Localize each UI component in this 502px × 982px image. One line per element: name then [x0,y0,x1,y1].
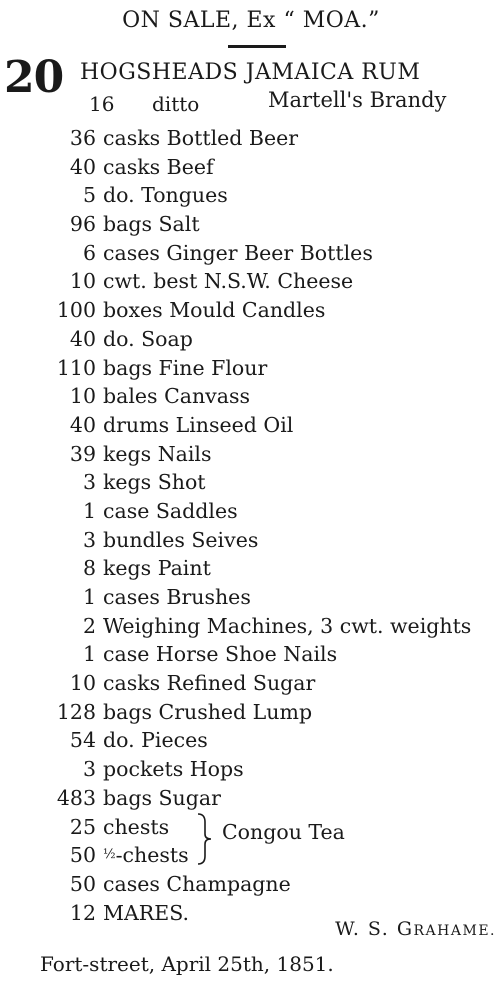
item-qty: 12 [69,900,96,925]
item-qty: 40 [69,326,96,351]
sale-heading: ON SALE, Ex “ MOA.” [122,8,380,33]
tea-line-half-chests [0,841,502,870]
list-item [0,296,502,325]
item-desc: cwt. best N.S.W. Cheese [103,269,354,294]
heading-rule [228,45,286,48]
ditto-item-qty: 16 [89,92,115,116]
item-qty: 1 [82,498,96,523]
half-fraction: ½ [103,847,116,863]
tea-desc-half-chests [103,841,189,870]
dateline: Fort-street, April 25th, 1851. [40,952,334,976]
tea-label: Congou Tea [222,820,345,844]
item-qty: 40 [69,412,96,437]
item-qty: 10 [69,269,96,294]
item-desc: case Horse Shoe Nails [103,642,338,667]
item-qty: 1 [82,642,96,667]
item-qty: 110 [56,355,96,380]
item-desc: boxes Mould Candles [103,298,326,323]
list-item [0,497,502,526]
item-desc: drums Linseed Oil [103,412,294,437]
item-qty: 10 [69,671,96,696]
item-desc: kegs Nails [103,441,212,466]
item-qty: 2 [82,613,96,638]
item-qty: 5 [82,183,96,208]
item-desc: casks Bottled Beer [103,126,299,150]
tea-qty-half-chests: 50 [69,843,96,868]
item-qty: 483 [56,785,96,810]
list-item [0,382,502,411]
half-chests-word: -chests [115,843,189,868]
merchant-signature [335,918,496,940]
item-desc: cases Champagne [103,871,291,896]
tea-desc-chests: chests [103,814,170,839]
item-desc: casks Beef [103,154,214,179]
list-item [0,669,502,698]
item-desc: do. Tongues [103,183,228,208]
item-qty: 128 [56,699,96,724]
item-qty: 6 [82,240,96,265]
list-item [0,210,502,239]
item-desc: bags Crushed Lump [103,699,313,724]
item-qty: 3 [82,470,96,495]
item-desc: MARES. [103,900,190,925]
list-item [0,784,502,813]
item-qty: 10 [69,384,96,409]
item-desc: do. Soap [103,326,193,351]
item-desc: case Saddles [103,498,238,523]
item-qty: 96 [69,212,96,237]
item-qty: 39 [69,441,96,466]
item-desc: cases Brushes [103,585,251,609]
item-desc: do. Pieces [103,728,208,753]
list-item [0,124,502,153]
item-desc: bags Salt [103,212,200,237]
ditto-item-desc: Martell's Brandy [268,88,447,112]
list-item [0,870,502,899]
list-item [0,267,502,296]
list-item [0,153,502,182]
list-item [0,239,502,268]
list-item [0,640,502,669]
item-desc: pockets Hops [103,757,244,782]
item-qty: 50 [69,871,96,896]
signature-initials: W. S. G [335,918,414,940]
list-item [0,354,502,383]
ditto-item-word: ditto [152,92,200,116]
item-qty: 40 [69,154,96,179]
item-desc: kegs Shot [103,470,206,495]
item-desc: bags Sugar [103,785,221,810]
item-qty: 3 [82,757,96,782]
signature-surname-rest: RAHAME. [413,923,496,939]
item-qty: 1 [82,585,96,609]
item-desc: bales Canvass [103,384,251,409]
item-qty: 100 [56,298,96,323]
first-item-qty: 20 [4,52,64,103]
item-qty: 36 [69,126,96,150]
item-qty: 3 [82,527,96,552]
tea-qty-chests: 25 [69,814,96,839]
list-item [0,554,502,583]
item-qty: 54 [69,728,96,753]
list-item [0,468,502,497]
item-desc: bundles Seives [103,527,259,552]
item-desc: bags Fine Flour [103,355,268,380]
list-item [0,181,502,210]
list-item [0,698,502,727]
list-item [0,755,502,784]
list-item [0,325,502,354]
item-qty: 8 [82,556,96,581]
item-desc: kegs Paint [103,556,211,581]
item-desc: Weighing Machines, 3 cwt. weights [103,613,472,638]
tea-brace-icon [196,812,214,866]
item-desc: cases Ginger Beer Bottles [103,240,373,265]
first-item-desc: HOGSHEADS JAMAICA RUM [80,60,421,85]
list-item [0,440,502,469]
item-desc: casks Refined Sugar [103,671,316,696]
list-item [0,411,502,440]
item-list [0,124,502,927]
list-item [0,526,502,555]
list-item [0,726,502,755]
list-item [0,612,502,641]
list-item [0,583,502,612]
